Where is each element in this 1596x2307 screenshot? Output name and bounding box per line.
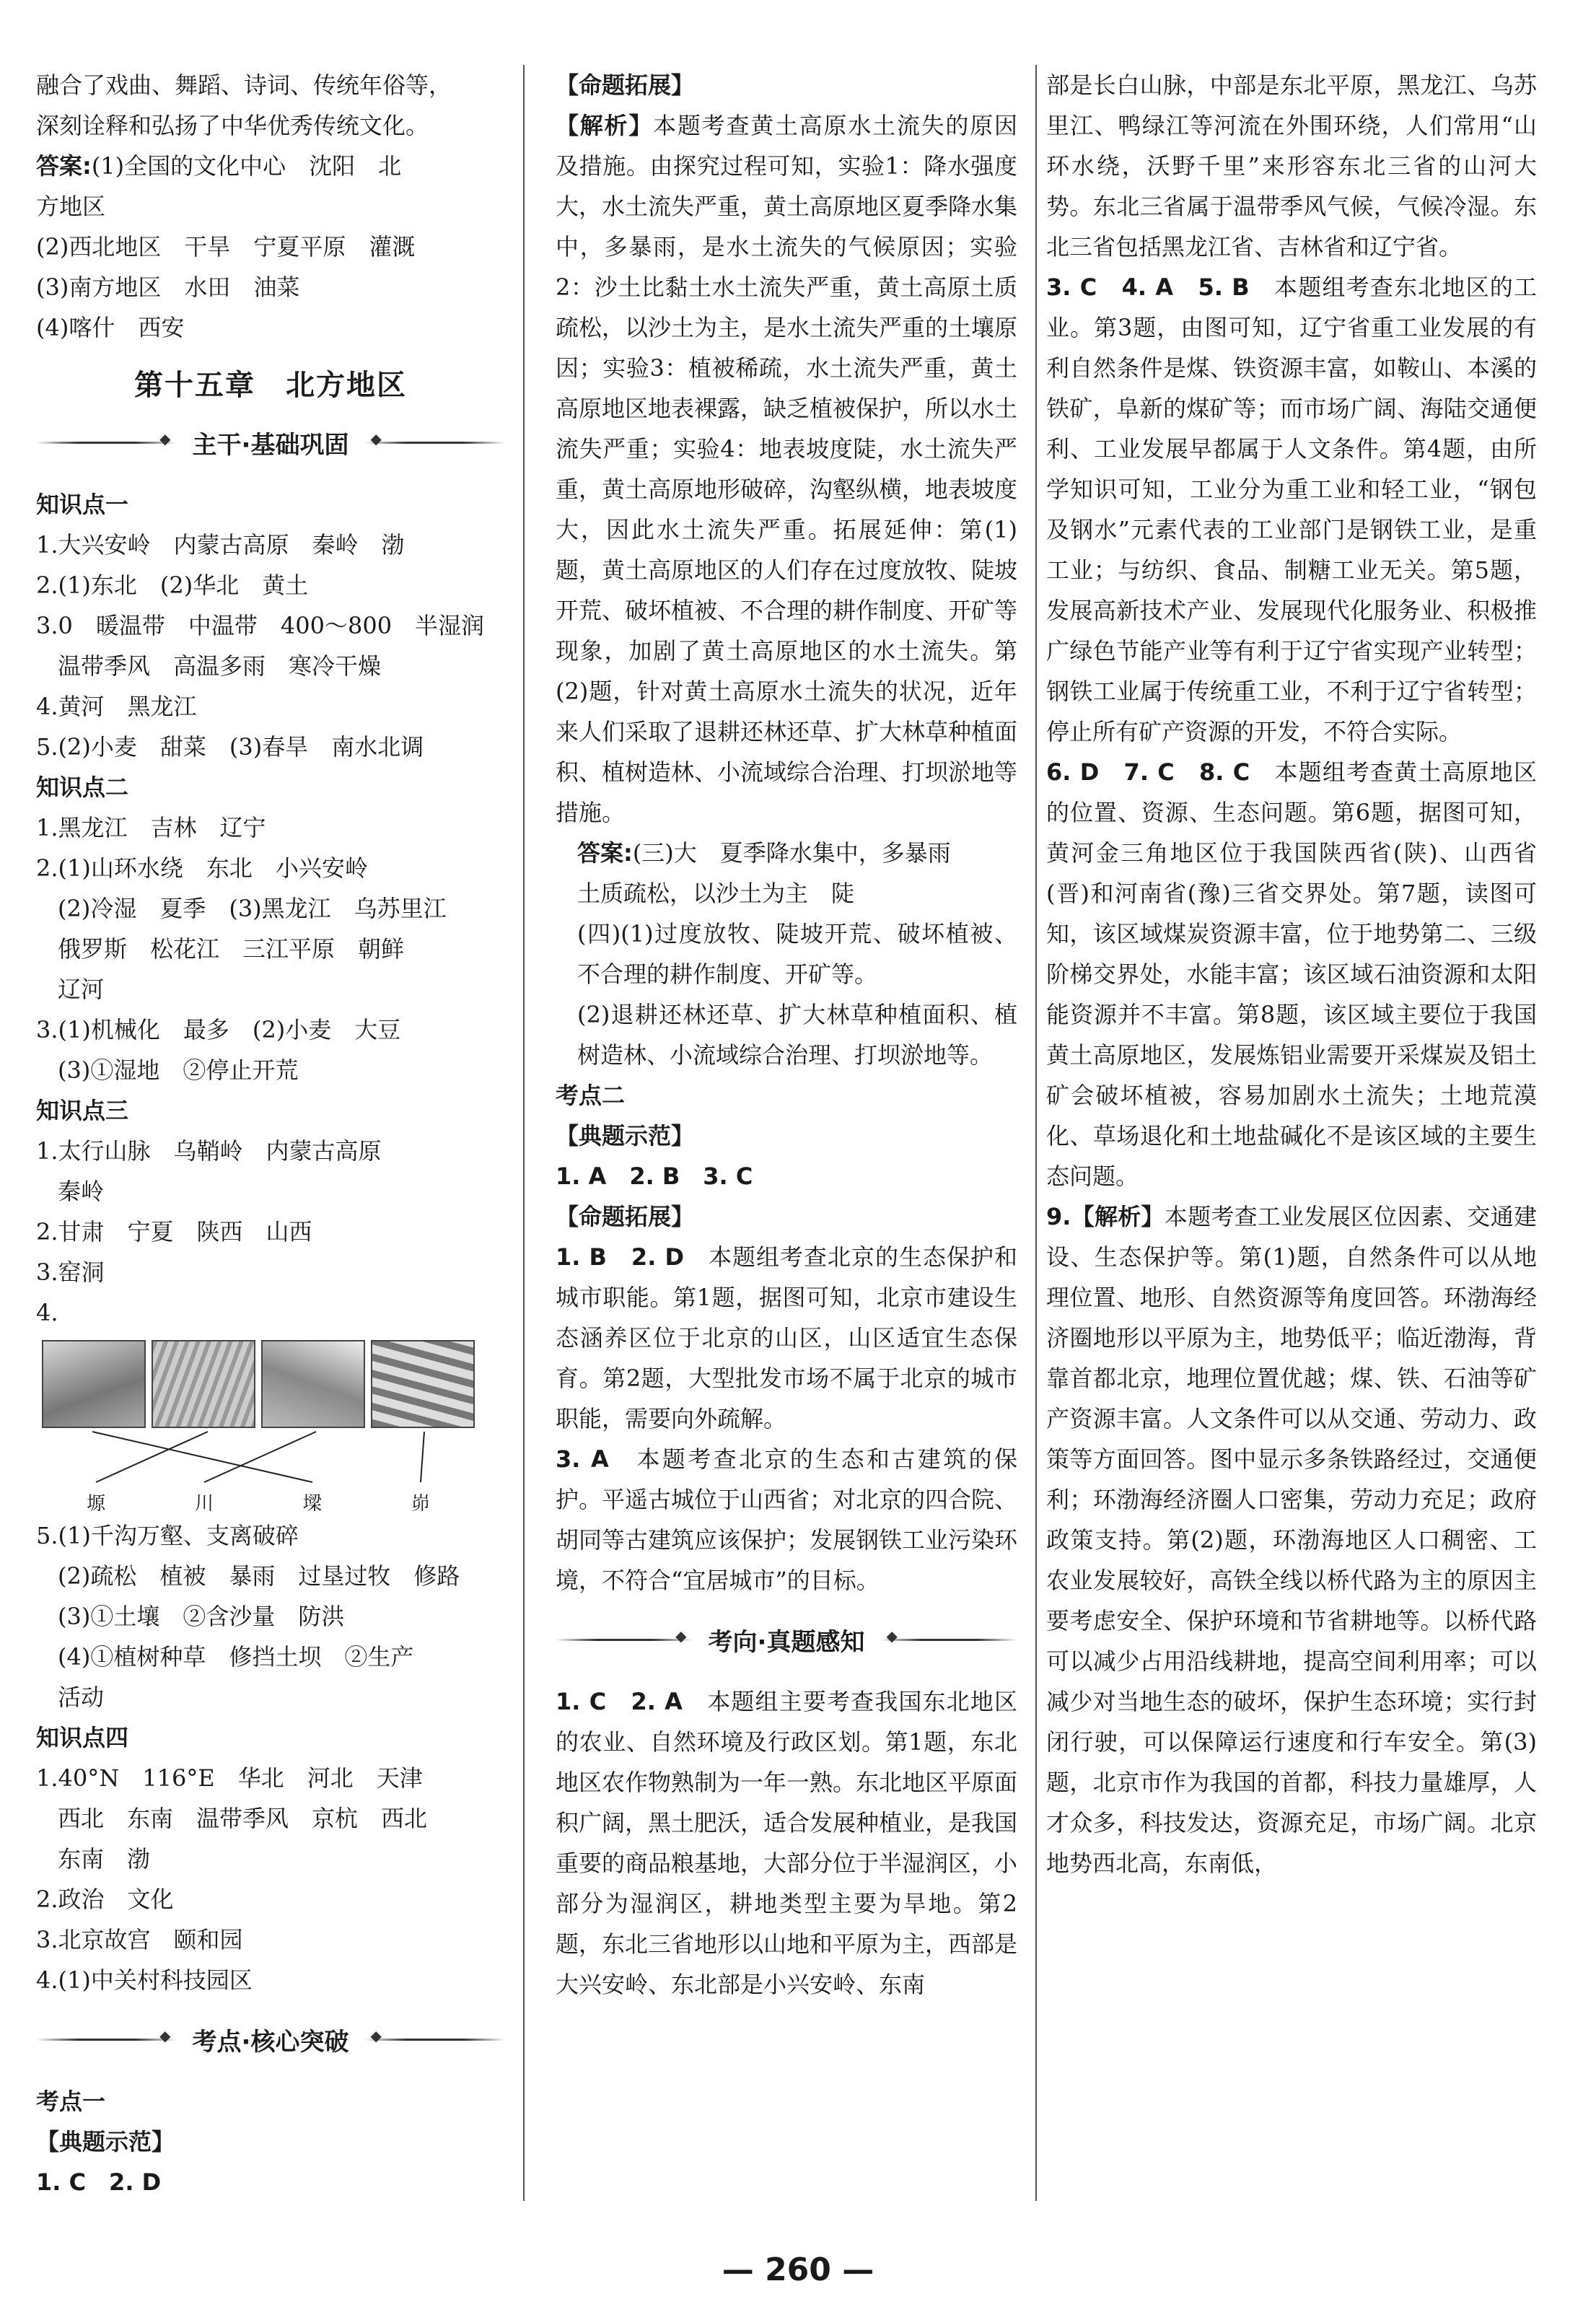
page-number: — 260 — xyxy=(722,2251,874,2288)
analysis-paragraph xyxy=(556,1237,1017,1439)
answer-line: 1. C 2. D xyxy=(36,2168,162,2196)
landform-photos xyxy=(42,1340,475,1428)
landform-photo xyxy=(42,1340,146,1428)
text-line: 3.北京故宫 颐和园 xyxy=(36,1926,243,1953)
exam-point-heading: 考点一 xyxy=(36,2088,106,2115)
text-line: 3.窑洞 xyxy=(36,1258,105,1286)
text-line: 融合了戏曲、舞蹈、诗词、传统年俗等， xyxy=(36,71,452,99)
text-line: 2.政治 文化 xyxy=(36,1886,174,1913)
column-middle xyxy=(556,65,1017,2005)
banner-title: 考向·真题感知 xyxy=(708,1627,865,1657)
analysis-paragraph xyxy=(1046,752,1537,1196)
analysis-text: 本题考查工业发展区位因素、交通建设、生态保护等。第(1)题，自然条件可以从地理位置、地形、自然资源等角度回答。环渤海经济圈地形以平原为主，地势低平；临近渤海，背靠首都北京，地理位置优越；煤、铁、石油等矿产资源丰富。人文条件可以从交通、劳动力、政策等方面回答。图中显示多条铁路经过，交通便利；环渤海经济圈人口密集，劳动力充足；政府政策支持。第(2)题，环渤海地区人口稠密、工农业发展较好，高铁全线以桥代路为主的原因主要考虑安全、保护环境和节省耕地等。以桥代路可以减少占用沿线耕地，提高空间利用率；可以减少对当地生态的破坏，保护生态环境；实行封闭行驶，可以保障运行速度和行车安全。第(3)题，北京市作为我国的首都，科技力量雄厚，人才众多，科技发达，资源充足，市场广阔。北京地势西北高，东南低， xyxy=(1046,1203,1537,1877)
text-line: 2.(1)东北 (2)华北 黄土 xyxy=(36,572,309,599)
analysis-paragraph: 部是长白山脉，中部是东北平原，黑龙江、乌苏里江、鸭绿江等河流在外围环绕，人们常用“山环水绕，沃野千里”来形容东北三省的山河大势。东北三省属于温带季风气候，气候冷湿。东北三省包括黑龙江省、吉林省和辽宁省。 xyxy=(1046,71,1537,261)
text-line: (2)退耕还林还草、扩大林草种植面积、植树造林、小流域综合治理、打坝淤地等。 xyxy=(577,1001,1017,1069)
banner-title: 考点·核心突破 xyxy=(192,2027,349,2057)
landform-label: 墚 xyxy=(302,1493,322,1515)
sub-heading: 【典题示范】 xyxy=(556,1122,695,1150)
column-divider xyxy=(523,65,525,2201)
analysis-paragraph xyxy=(556,1681,1017,2005)
text-line: 活动 xyxy=(58,1684,105,1711)
text-line: 3.0 暖温带 中温带 400～800 半湿润 xyxy=(36,612,485,639)
sub-heading: 【命题拓展】 xyxy=(556,1203,695,1230)
sub-heading: 【命题拓展】 xyxy=(556,71,695,99)
section-banner xyxy=(36,422,505,463)
text-line: (2)冷湿 夏季 (3)黑龙江 乌苏里江 xyxy=(58,895,447,922)
banner-ornament xyxy=(880,1636,1017,1643)
text-line: 1.40°N 116°E 华北 河北 天津 xyxy=(36,1764,423,1792)
question-number: 9.【解析】 xyxy=(1046,1203,1165,1230)
landform-photo xyxy=(152,1340,255,1428)
column-right xyxy=(1046,65,1537,1883)
text-line: 1.太行山脉 乌鞘岭 内蒙古高原 xyxy=(36,1137,382,1165)
exam-point-heading: 考点二 xyxy=(556,1082,626,1109)
text-line: 1.大兴安岭 内蒙古高原 秦岭 渤 xyxy=(36,531,405,559)
analysis-text: 本题考查黄土高原水土流失的原因及措施。由探究过程可知，实验1：降水强度大，水土流失严重，黄土高原地区夏季降水集中，多暴雨，是水土流失的气候原因；实验2：沙土比黏土水土流失严重，黄土高原土质疏松，以沙土为主，是水土流失严重的土壤原因；实验3：植被稀疏，水土流失严重，黄土高原地区地表裸露，缺乏植被保护，所以水土流失严重；实验4：地表坡度陡，水土流失严重，黄土高原地形破碎，沟壑纵横，地表坡度大，因此水土流失严重。拓展延伸：第(1)题，黄土高原地区的人们存在过度放牧、陡坡开荒、破坏植被、不合理的耕作制度、开矿等现象，加剧了黄土高原地区的水土流失。第(2)题，针对黄土高原水土流失的状况，近年来人们采取了退耕还林还草、扩大林草种植面积、植树造林、小流域综合治理、打坝淤地等措施。 xyxy=(556,112,1018,826)
knowledge-heading: 知识点二 xyxy=(36,774,129,801)
chapter-title: 第十五章 北方地区 xyxy=(134,369,407,402)
answer-line xyxy=(36,146,505,186)
text-line: 5.(2)小麦 甜菜 (3)春旱 南水北调 xyxy=(36,733,424,761)
landform-photo xyxy=(371,1340,475,1428)
landform-label: 川 xyxy=(194,1493,214,1515)
text-line: (3)①湿地 ②停止开荒 xyxy=(58,1056,299,1084)
section-banner xyxy=(36,2019,505,2059)
text-line: 秦岭 xyxy=(58,1178,105,1205)
column-divider xyxy=(1035,65,1037,2201)
answer-line xyxy=(556,833,1017,873)
question-number: 1. B 2. D xyxy=(556,1243,685,1271)
text-line: 俄罗斯 松花江 三江平原 朝鲜 xyxy=(58,935,405,963)
text-line: 东南 渤 xyxy=(58,1845,151,1873)
text-line: (2)疏松 植被 暴雨 过垦过牧 修路 xyxy=(58,1562,460,1590)
banner-ornament xyxy=(36,439,177,446)
landform-photo xyxy=(261,1340,365,1428)
landform-label: 峁 xyxy=(411,1493,430,1515)
text-line: 5.(1)千沟万壑、支离破碎 xyxy=(36,1522,299,1549)
answer-text: (三)大 夏季降水集中，多暴雨 xyxy=(632,839,951,867)
analysis-paragraph xyxy=(1046,1196,1537,1883)
analysis-text: 本题组考查北京的生态保护和城市职能。第1题，据图可知，北京市建设生态涵养区位于北京的山区，山区适宜生态保育。第2题，大型批发市场不属于北京的城市职能，需要向外疏解。 xyxy=(556,1243,1017,1432)
text-line: 温带季风 高温多雨 寒冷干燥 xyxy=(58,652,382,680)
sub-heading: 【典题示范】 xyxy=(36,2128,175,2155)
answer-label: 答案: xyxy=(577,839,633,867)
text-line: (4)喀什 西安 xyxy=(36,314,185,341)
analysis-paragraph xyxy=(556,1439,1017,1601)
analysis-label: 【解析】 xyxy=(556,112,654,139)
question-number: 3. C 4. A 5. B xyxy=(1046,273,1250,301)
text-line: 1.黑龙江 吉林 辽宁 xyxy=(36,814,266,841)
analysis-text: 本题考查北京的生态和古建筑的保护。平遥古城位于山西省；对北京的四合院、胡同等古建筑应该保护；发展钢铁工业污染环境，不符合“宜居城市”的目标。 xyxy=(556,1445,1018,1594)
text-line: (2)西北地区 干旱 宁夏平原 灌溉 xyxy=(36,233,416,261)
text-line: (3)①土壤 ②含沙量 防洪 xyxy=(58,1603,345,1630)
column-left xyxy=(36,65,505,2202)
answer-label: 答案: xyxy=(36,152,92,180)
section-banner xyxy=(556,1619,1017,1660)
matching-lines xyxy=(42,1428,475,1486)
banner-ornament xyxy=(364,2036,505,2043)
answer-text: (1)全国的文化中心 沈阳 北 xyxy=(91,152,402,180)
text-line: 4. xyxy=(36,1299,58,1326)
text-line: (四)(1)过度放牧、陡坡开荒、破坏植被、不合理的耕作制度、开矿等。 xyxy=(577,920,1017,988)
text-line: 4.(1)中关村科技园区 xyxy=(36,1966,253,1994)
banner-ornament xyxy=(364,439,505,446)
analysis-paragraph xyxy=(556,105,1017,833)
knowledge-heading: 知识点四 xyxy=(36,1724,129,1751)
landform-label: 塬 xyxy=(86,1493,105,1515)
banner-ornament xyxy=(556,1636,693,1643)
analysis-text: 本题组考查东北地区的工业。第3题，由图可知，辽宁省重工业发展的有利自然条件是煤、铁资源丰富，如鞍山、本溪的铁矿，阜新的煤矿等；而市场广阔、海陆交通便利、工业发展早都属于人文条件。第4题，由所学知识可知，工业分为重工业和轻工业，“钢包及钢水”元素代表的工业部门是钢铁工业，是重工业；与纺织、食品、制糖工业无关。第5题，发展高新技术产业、发展现代化服务业、积极推广绿色节能产业等有利于辽宁省实现产业转型；钢铁工业属于传统重工业，不利于辽宁省转型；停止所有矿产资源的开发，不符合实际。 xyxy=(1046,273,1537,745)
knowledge-heading: 知识点三 xyxy=(36,1097,129,1124)
text-line: 土质疏松，以沙土为主 陡 xyxy=(577,880,855,907)
text-line: 深刻诠释和弘扬了中华优秀传统文化。 xyxy=(36,112,429,139)
analysis-text: 本题组考查黄土高原地区的位置、资源、生态问题。第6题，据图可知，黄河金三角地区位于我国陕西省(陕)、山西省(晋)和河南省(豫)三省交界处。第7题，读图可知，该区域煤炭资源丰富，位于地势第二、三级阶梯交界处，水能丰富；该区域石油资源和太阳能资源并不丰富。第8题，该区域主要位于我国黄土高原地区，发展炼铝业需要开采煤炭及铝土矿会破坏植被，容易加剧水土流失；土地荒漠化、草场退化和土地盐碱化不是该区域的主要生态问题。 xyxy=(1046,758,1537,1190)
text-line: 4.黄河 黑龙江 xyxy=(36,693,197,720)
text-line: 2.(1)山环水绕 东北 小兴安岭 xyxy=(36,854,368,882)
question-number: 3. A xyxy=(556,1445,609,1473)
banner-title: 主干·基础巩固 xyxy=(192,430,349,460)
analysis-paragraph xyxy=(1046,267,1537,752)
landform-labels xyxy=(42,1489,475,1515)
text-line: (3)南方地区 水田 油菜 xyxy=(36,273,300,301)
answer-line: 1. A 2. B 3. C xyxy=(556,1163,753,1190)
text-line: 3.(1)机械化 最多 (2)小麦 大豆 xyxy=(36,1016,401,1043)
text-line: 方地区 xyxy=(36,193,106,220)
text-line: 西北 东南 温带季风 京杭 西北 xyxy=(58,1805,428,1832)
question-number: 1. C 2. A xyxy=(556,1688,683,1715)
knowledge-heading: 知识点一 xyxy=(36,491,129,518)
text-line: 2.甘肃 宁夏 陕西 山西 xyxy=(36,1218,312,1246)
text-line: (4)①植树种草 修挡土坝 ②生产 xyxy=(58,1643,414,1671)
text-line: 辽河 xyxy=(58,976,105,1003)
analysis-text: 本题组主要考查我国东北地区的农业、自然环境及行政区划。第1题，东北地区农作物熟制为一年一熟。东北地区平原面积广阔，黑土肥沃，适合发展种植业，是我国重要的商品粮基地，大部分位于半湿润区，小部分为湿润区，耕地类型主要为旱地。第2题，东北三省地形以山地和平原为主，西部是大兴安岭、东北部是小兴安岭、东南 xyxy=(556,1688,1018,1998)
banner-ornament xyxy=(36,2036,177,2043)
question-number: 6. D 7. C 8. C xyxy=(1046,758,1250,786)
